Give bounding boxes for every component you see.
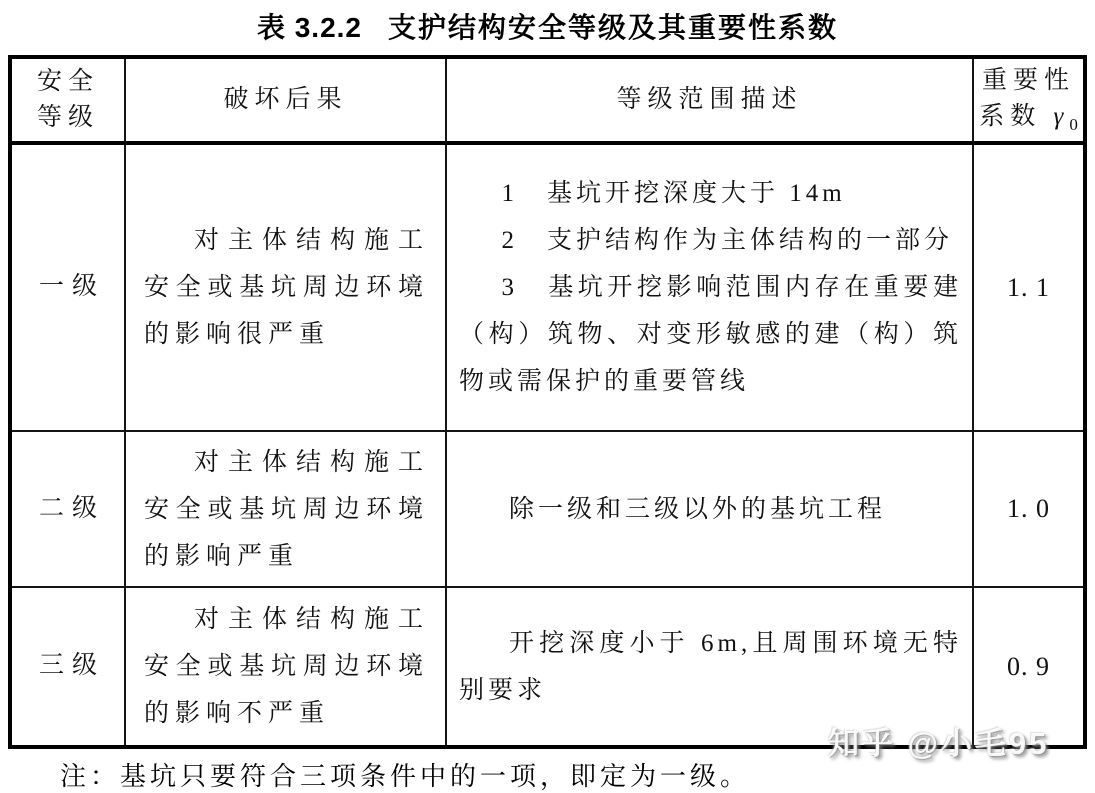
cell-coefficient-1: 1. 1 [974,145,1083,432]
scope-item-1-3: 3 基坑开挖影响范围内存在重要建（构）筑物、对变形敏感的建（构）筑物或需保护的重要管线 [459,274,962,395]
scope-item-3-1: 开挖深度小于 6m,且周围环境无特别要求 [459,629,962,704]
header-failure-consequence [126,59,447,145]
cell-coefficient-3: 0. 9 [1007,651,1050,681]
table-number: 表 3.2.2 [256,12,363,43]
table-title [0,6,1095,46]
scope-item-2-1: 除一级和三级以外的基坑工程 [509,495,887,523]
scope-item-1-2: 2 支护结构作为主体结构的一部分 [501,227,954,254]
cell-grade-3: 三级 [12,588,126,745]
header-safety-grade [12,59,126,145]
header-grade-scope [447,59,974,145]
gamma-subscript: 0 [1069,114,1078,134]
cell-scope-1 [447,145,974,432]
table-title-text: 支护结构安全等级及其重要性系数 [388,12,839,43]
header-failure-consequence-label: 破坏后果 [223,85,348,113]
scope-item-1-1: 1 基坑开挖深度大于 14m [501,180,846,207]
cell-consequence-2 [126,432,447,588]
gamma-symbol: γ [1053,102,1070,130]
cell-grade-2: 二级 [12,432,126,588]
cell-consequence-1 [126,145,447,432]
header-safety-grade-line1: 安全 [36,67,99,95]
safety-grade-table [8,55,1087,749]
header-importance-coefficient [974,59,1083,145]
zhihu-watermark: 知乎 @小毛95 [828,726,1050,761]
cell-scope-2 [447,432,974,588]
header-safety-grade-line2: 等级 [36,104,99,131]
cell-coefficient-2: 1. 0 [974,432,1083,588]
consequence-text-2: 对主体结构施工安全或基坑周边环境的影响严重 [144,448,429,570]
header-importance-line2 [979,99,1078,138]
header-importance-line1: 重要性 [981,66,1075,94]
cell-grade-1: 一级 [12,145,126,432]
consequence-text-3: 对主体结构施工安全或基坑周边环境的影响不严重 [144,606,429,727]
cell-consequence-3 [126,588,447,745]
table-note: 注：基坑只要符合三项条件中的一项，即定为一级。 [60,762,751,791]
header-grade-scope-label: 等级范围描述 [616,85,803,113]
consequence-text-1: 对主体结构施工安全或基坑周边环境的影响很严重 [144,227,429,348]
header-coefficient-word: 系数 [979,102,1054,130]
